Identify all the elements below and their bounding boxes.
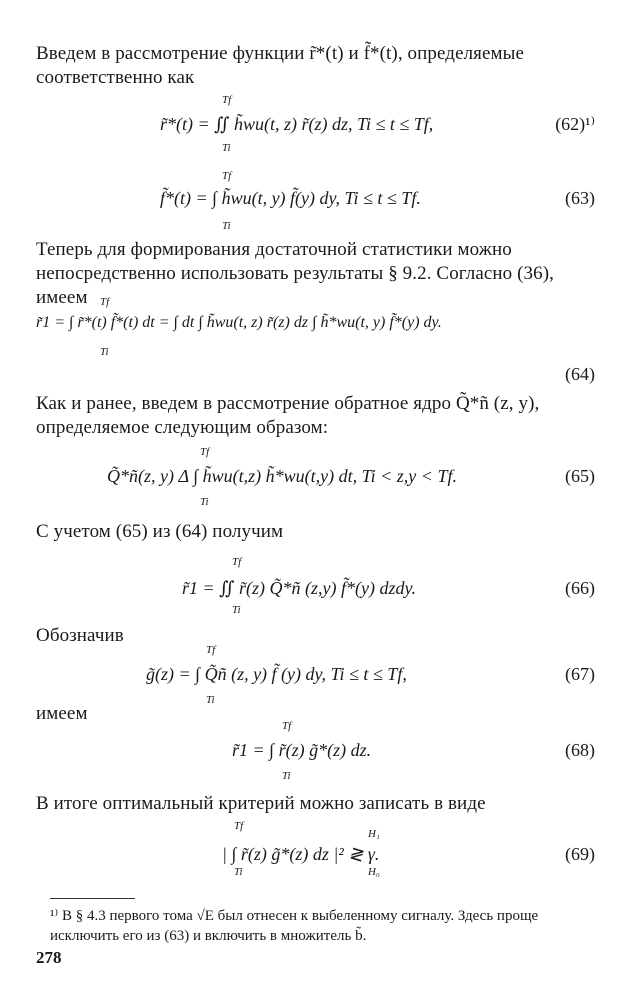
equation-63-number: (63) — [565, 188, 595, 208]
equation-62: r̃*(t) = ∬ h̃wu(t, z) r̃(z) dz, Ti ≤ t ≤ Tf, — [160, 114, 434, 134]
lower-limit: Ti — [232, 604, 241, 616]
lower-limit: Ti — [222, 220, 231, 232]
paragraph-statistics: Теперь для формирования достаточной статистики можно непосредственно использовать результаты § 9.2. Согласно (36), имеем — [36, 239, 555, 308]
paragraph-have: имеем — [36, 703, 88, 724]
upper-limit: Tf — [234, 820, 244, 832]
lower-limit: Ti — [234, 866, 243, 878]
equation-68-number: (68) — [565, 740, 595, 760]
equation-67: g̃(z) = ∫ Q̃ñ (z, y) f̃ (y) dy, Ti ≤ t ≤ Tf, — [146, 664, 407, 684]
equation-65: Q̃*ñ(z, y) Δ ∫ h̃wu(t,z) h̃*wu(t,y) dt, Ti < z,y < Tf. — [107, 466, 457, 486]
equation-66-number: (66) — [565, 578, 595, 598]
equation-68: r̃1 = ∫ r̃(z) g̃*(z) dz. — [232, 740, 372, 760]
equation-69: | ∫ r̃(z) g̃*(z) dz |² ≷ γ. — [222, 844, 380, 864]
footnote-mark: ¹⁾ — [50, 908, 59, 924]
footnote — [50, 906, 600, 946]
equation-69-number: (69) — [565, 844, 595, 864]
paragraph-denote: Обозначив — [36, 625, 124, 646]
paragraph-intro: Введем в рассмотрение функции r̃*(t) и f̃*(t), определяемые соответственно как — [36, 43, 525, 88]
lower-limit: Ti — [282, 770, 291, 782]
lower-limit: Ti — [200, 496, 209, 508]
page-number: 278 — [36, 948, 62, 967]
footnote-text: В § 4.3 первого тома √E был отнесен к выбеленному сигналу. Здесь проще исключить его из (63) и включить в множитель b̃. — [50, 908, 539, 944]
lower-limit: Ti — [206, 694, 215, 706]
equation-62-number: (62)¹⁾ — [555, 114, 595, 134]
upper-limit: Tf — [222, 94, 232, 106]
equation-64: r̃1 = ∫ r̃*(t) f̃*(t) dt = ∫ dt ∫ h̃wu(t, z) r̃(z) dz ∫ h̃*wu(t, y) f̃*(y) dy. — [36, 314, 442, 331]
paragraph-kernel: Как и ранее, введем в рассмотрение обратное ядро Q̃*ñ (z, y), определяемое следующим образом: — [36, 393, 540, 438]
upper-limit: Tf — [232, 556, 242, 568]
upper-limit: Tf — [282, 720, 292, 732]
paragraph-criterion: В итоге оптимальный критерий можно записать в виде — [36, 793, 486, 814]
upper-limit: Tf — [222, 170, 232, 182]
upper-limit: Tf — [206, 644, 216, 656]
equation-67-number: (67) — [565, 664, 595, 684]
paragraph-result: С учетом (65) из (64) получим — [36, 521, 284, 542]
hypothesis-h0: H₀ — [368, 866, 380, 878]
footnote-separator — [50, 898, 135, 899]
upper-limit: Tf — [100, 296, 110, 308]
hypothesis-h1: H₁ — [368, 828, 380, 840]
equation-64-number: (64) — [565, 364, 595, 384]
upper-limit: Tf — [200, 446, 210, 458]
equation-63: f̃*(t) = ∫ h̃wu(t, y) f̃(y) dy, Ti ≤ t ≤ Tf. — [160, 188, 421, 208]
lower-limit: Ti — [100, 346, 109, 358]
equation-65-number: (65) — [565, 466, 595, 486]
equation-66: r̃1 = ∬ r̃(z) Q̃*ñ (z,y) f̃*(y) dzdy. — [182, 578, 416, 598]
lower-limit: Ti — [222, 142, 231, 154]
